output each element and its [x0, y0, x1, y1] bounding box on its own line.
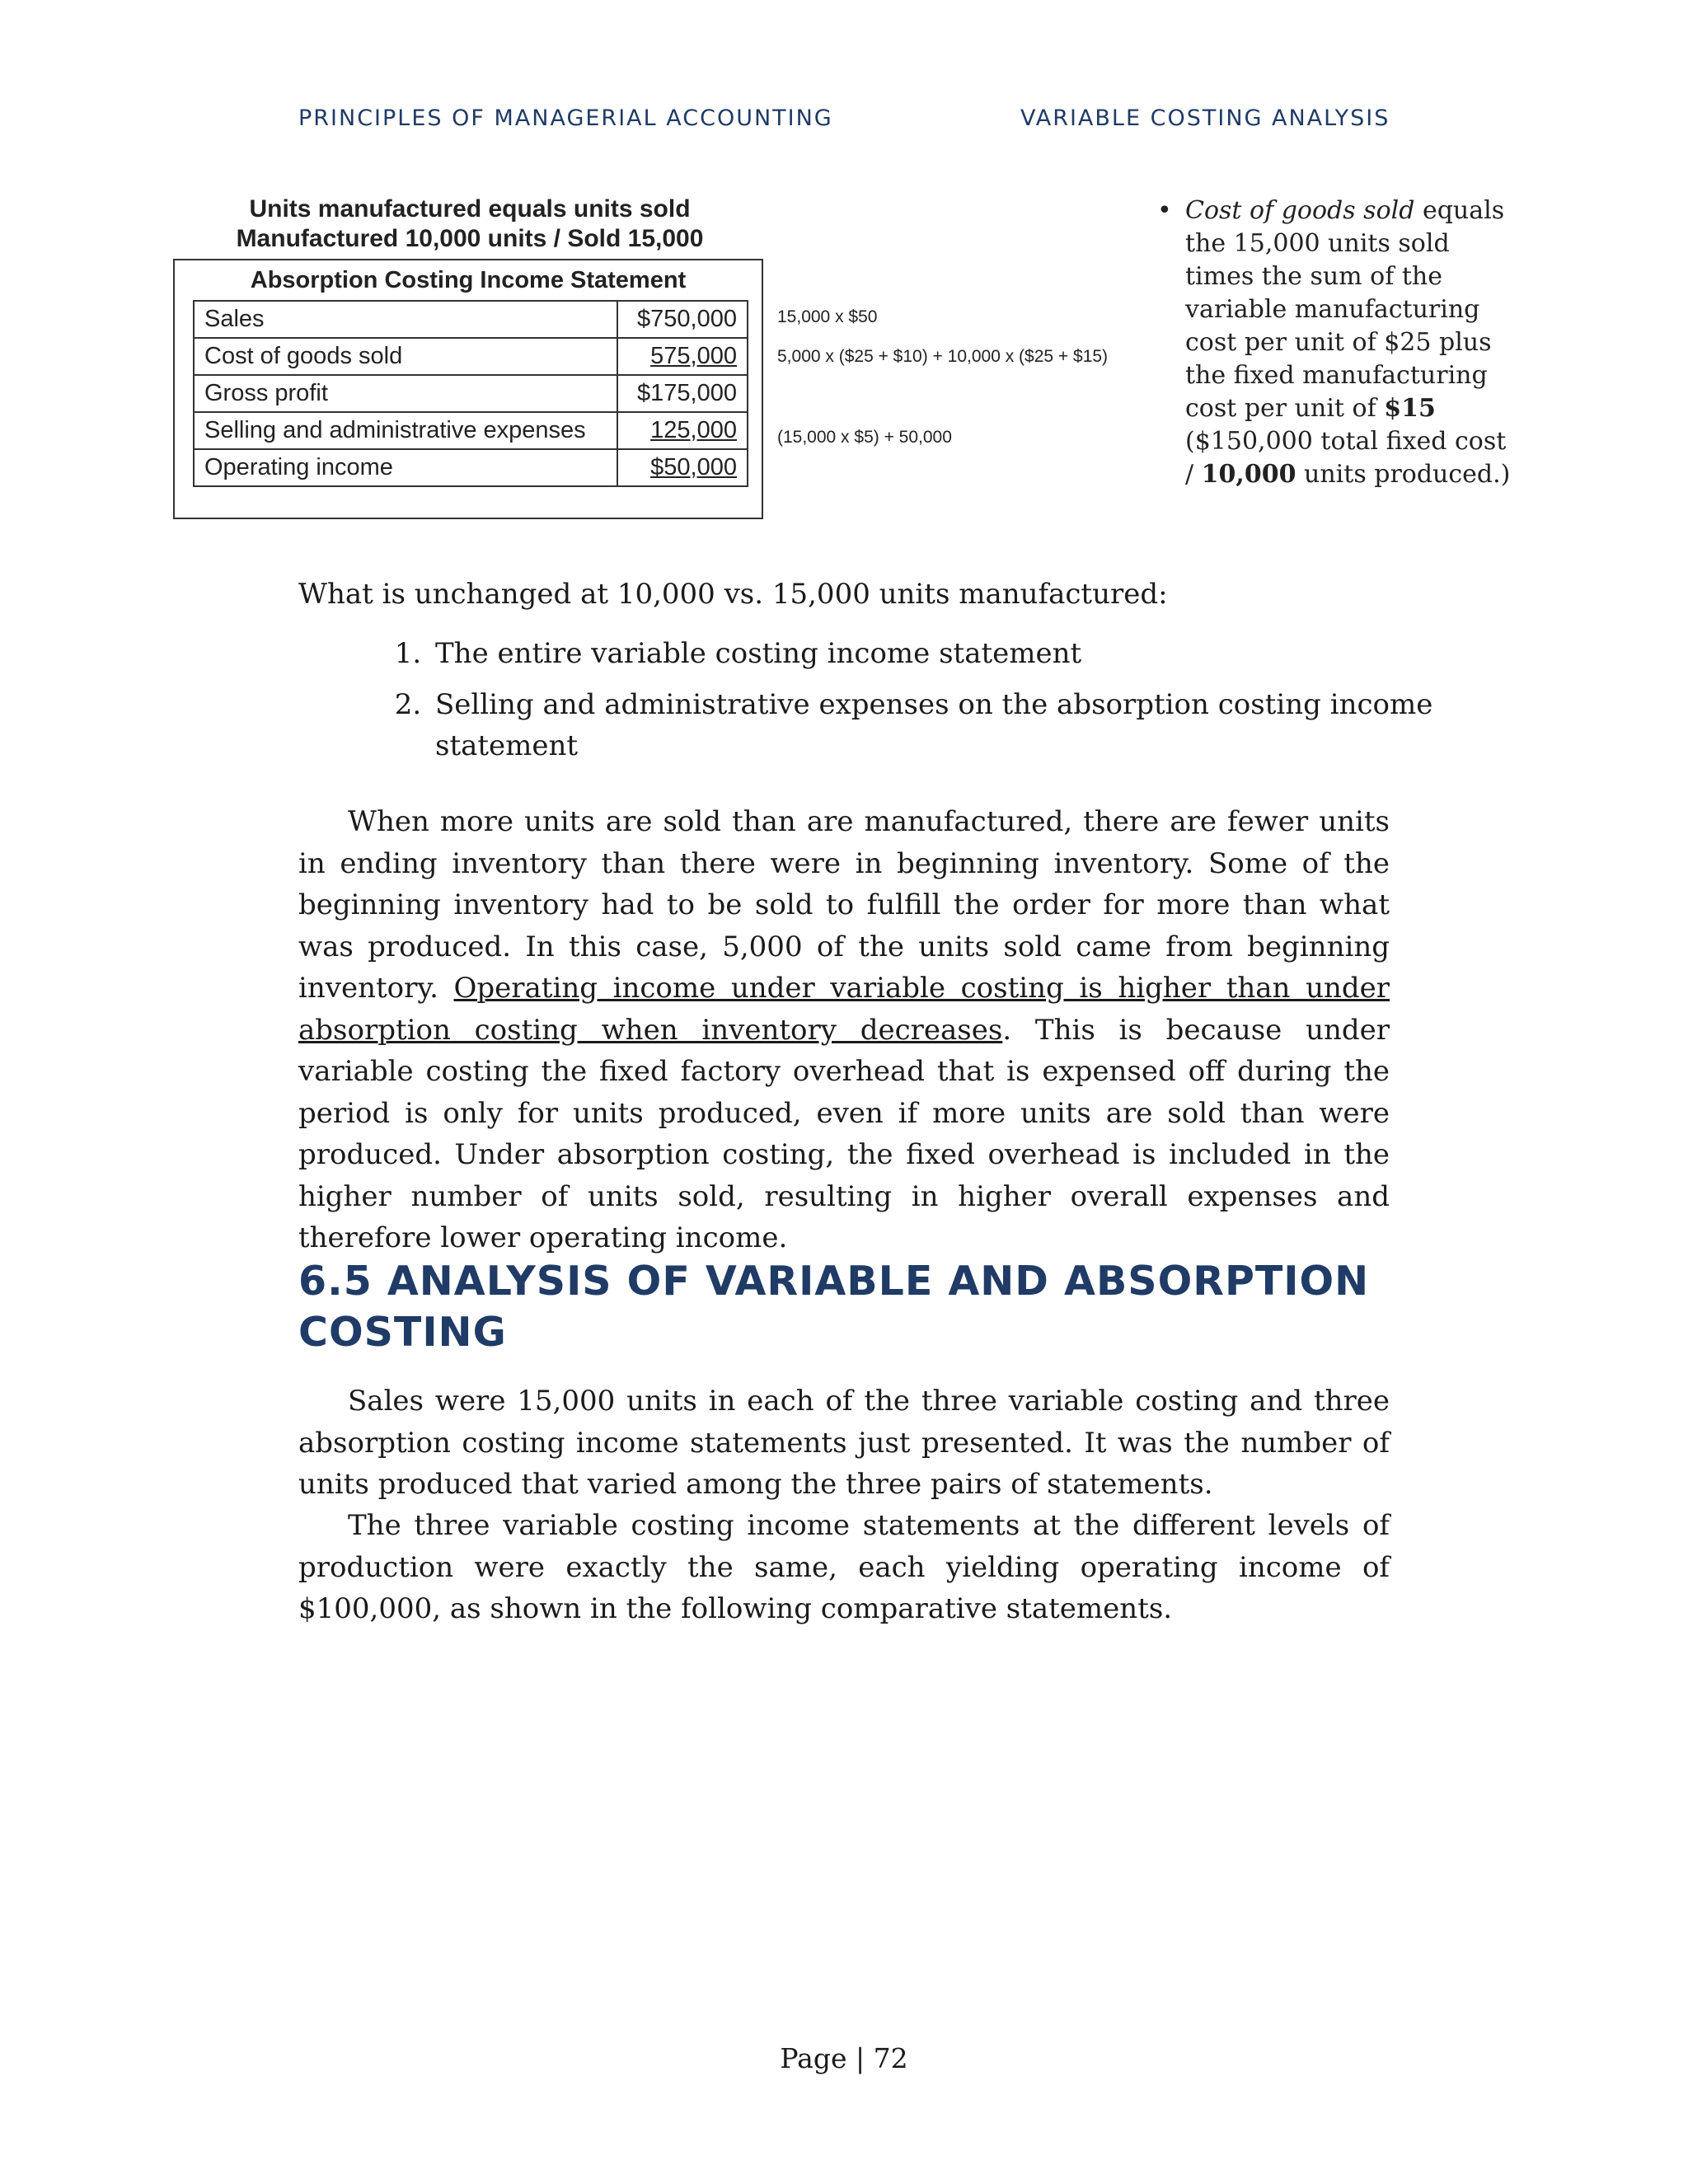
section-heading: 6.5 ANALYSIS OF VARIABLE AND ABSORPTION COSTING: [298, 1258, 1370, 1356]
row-label: Selling and administrative expenses: [194, 412, 617, 449]
underlined-emphasis: Operating income under variable costing is higher than under absorption costing when inventory decreases: [298, 972, 1390, 1047]
note-italic: Cost of goods sold: [1185, 196, 1415, 225]
paragraph-text: . This is because under variable costing the fixed factory overhead that is expensed off during the period is only for units produced, even if more units are sold than were produced. Under absorption costing, the fixed overhead is included in the higher number of units sold, resulting in higher overall expenses and therefore lower operating income.: [298, 1013, 1390, 1254]
statement-title: Absorption Costing Income Statement: [250, 267, 687, 293]
running-header-right: VARIABLE COSTING ANALYSIS: [1020, 105, 1390, 131]
row-label: Operating income: [194, 449, 617, 486]
unchanged-intro: What is unchanged at 10,000 vs. 15,000 units manufactured:: [298, 578, 1168, 611]
row-label: Cost of goods sold: [194, 338, 617, 375]
calc-selling-admin: (15,000 x $5) + 50,000: [777, 428, 952, 447]
calc-sales: 15,000 x $50: [777, 307, 878, 326]
row-value: $175,000: [617, 375, 748, 412]
note-bold: $15: [1384, 394, 1436, 423]
row-label: Gross profit: [194, 375, 617, 412]
row-value: 125,000: [650, 417, 737, 443]
list-item: 2. Selling and administrative expenses on the absorption costing income statement: [430, 684, 1522, 766]
page-number: Page | 72: [780, 2042, 908, 2074]
table-row: [194, 375, 748, 412]
paragraph-variable-statements: The three variable costing income statements at the different levels of production were exactly the same, each yielding operating income of $100,000, as shown in the following comparative statements.: [298, 1509, 1390, 1625]
row-value: $50,000: [650, 454, 737, 480]
figure-title-line2: Manufactured 10,000 units / Sold 15,000: [236, 225, 704, 252]
list-item: 1. The entire variable costing income statement: [430, 633, 1522, 674]
note-text: units produced.): [1296, 460, 1511, 489]
note-bold: 10,000: [1201, 460, 1296, 489]
row-value: 575,000: [650, 343, 737, 369]
paragraph-text: When more units are sold than are manufactured, there are fewer units in ending inventory than there were in beginning inventory. Some of the beginning inventory had to be sold to fulfill the order for more than what was produced. In this case, 5,000 of the units sold came from beginning inventory.: [298, 805, 1390, 1005]
figure-title-line1: Units manufactured equals units sold: [249, 195, 691, 223]
note-text: ($150,000 total fixed cost /: [1185, 427, 1507, 489]
cogs-bullet-note: [1157, 194, 1520, 491]
statement-table: [193, 300, 748, 487]
table-row: [194, 301, 748, 338]
paragraph-inventory-decrease: [298, 801, 1390, 1259]
row-value: $750,000: [617, 301, 748, 338]
table-row: [194, 338, 748, 375]
table-row: [194, 412, 748, 449]
paragraph-sales: Sales were 15,000 units in each of the three variable costing and three absorption costing income statements just presented. It was the number of units produced that varied among the three pairs of statements.: [298, 1385, 1390, 1501]
table-row: [194, 449, 748, 486]
unchanged-list: [298, 633, 1522, 776]
calc-cogs: 5,000 x ($25 + $10) + 10,000 x ($25 + $15): [777, 347, 1109, 366]
row-label: Sales: [194, 301, 617, 338]
bullet-icon: •: [1157, 196, 1172, 225]
note-text: equals the 15,000 units sold times the sum of the variable manufacturing cost per unit of $25 plus the fixed manufacturing cost per unit of: [1185, 196, 1505, 423]
running-header-left: PRINCIPLES OF MANAGERIAL ACCOUNTING: [298, 105, 833, 131]
absorption-statement-box: [173, 259, 763, 519]
